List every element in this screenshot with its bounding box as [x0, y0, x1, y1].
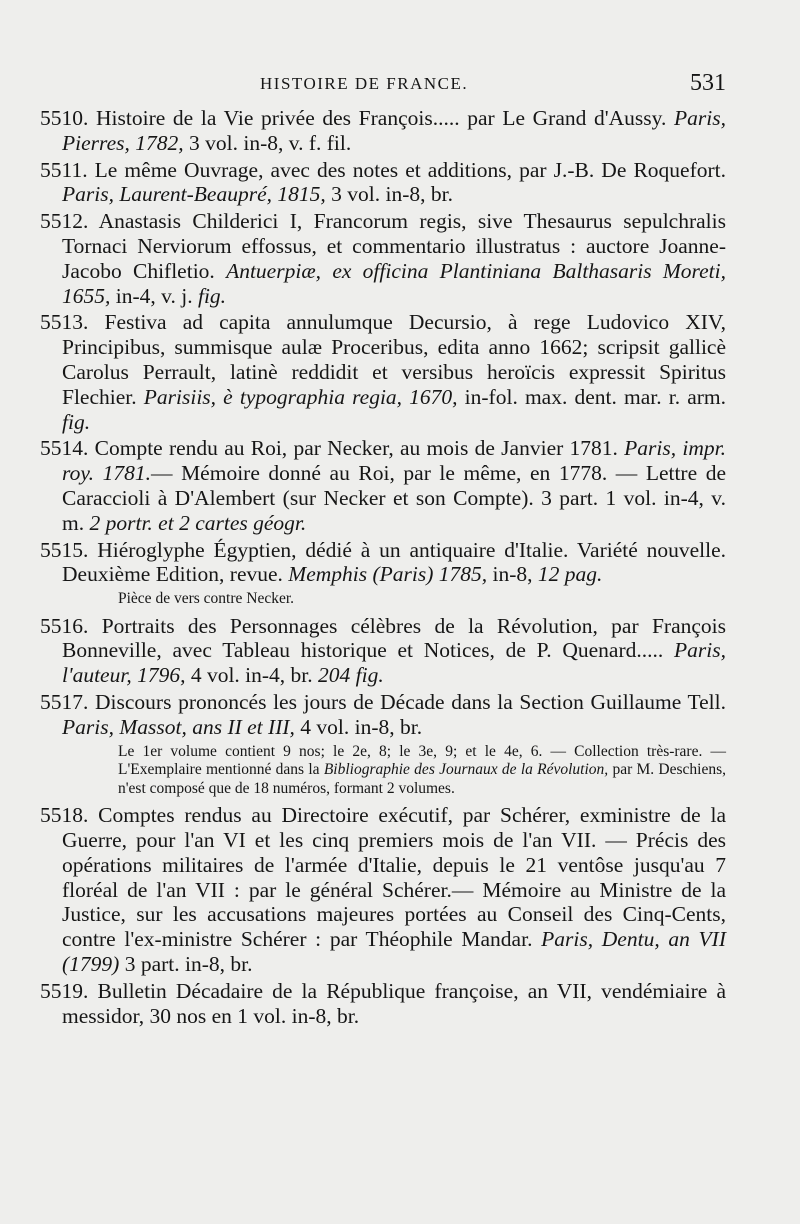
entry-illustrations: 2 portr. et 2 cartes géogr.: [89, 510, 307, 535]
entry-imprint: Antuerpiæ, ex officina Plantiniana Balthasaris Moreti, 1655,: [62, 258, 726, 308]
catalogue-entry-5510: [40, 106, 726, 156]
entry-text: Compte rendu au Roi, par Necker, au mois de Janvier 1781.: [94, 436, 625, 461]
note-text: Le 1er volume contient 9 nos; le 2e, 8; le 3e, 9; et le 4e, 6. — Collection très-rare. — L'Exemplaire mentionné dans la: [118, 742, 726, 779]
catalogue-entry-5511: [40, 157, 727, 208]
entry-number: 5512.: [40, 209, 89, 234]
entry-format: — Mémoire donné au Roi, par le même, en 1778. — Lettre de Caraccioli à D'Alembert (sur Necker et son Compte). 3 part. 1 vol. in-4, v. m.: [62, 461, 726, 535]
entry-number: 5515.: [40, 537, 89, 562]
running-head: [60, 70, 726, 104]
entry-illustrations: 12 pag.: [537, 562, 603, 587]
catalogue-entry-5518: [40, 803, 727, 977]
entry-number: 5517.: [40, 690, 89, 715]
entry-imprint: Paris, Massot, ans II et III,: [62, 714, 295, 739]
entry-number: 5511.: [40, 157, 88, 182]
entry-number: 5514.: [40, 436, 89, 461]
entry-note-5515: [62, 590, 726, 609]
running-title: HISTOIRE DE FRANCE.: [260, 74, 469, 93]
page-number: 531: [690, 70, 726, 96]
entry-format: 4 vol. in-8, br.: [294, 714, 423, 739]
note-text-end: par M. Deschiens, n'est composé que de 18 numéros, formant 2 volumes.: [118, 761, 727, 797]
entry-text: Le même Ouvrage, avec des notes et additions, par J.-B. De Roquefort.: [94, 157, 727, 182]
entry-imprint: Paris, l'auteur, 1796,: [62, 638, 726, 688]
catalogue-entry-5513: [40, 310, 727, 434]
entry-format: in-4, v. j.: [110, 283, 198, 308]
entry-text: Hiéroglyphe Égyptien, dédié à un antiquaire d'Italie. Variété nouvelle. Deuxième Edition, revue.: [62, 537, 726, 587]
note-cited-title: Bibliographie des Journaux de la Révolution,: [323, 761, 609, 779]
entry-imprint: Paris, Dentu, an VII (1799): [62, 927, 727, 976]
entry-text: Comptes rendus au Directoire exécutif, par Schérer, exministre de la Guerre, pour l'an VI et les cinq premiers mois de l'an VII. — Précis des opérations militaires de l'armée d'Italie, depuis le 21 ventôse jusqu'au 7 floréal de l'an VII : par le général Schérer.— Mémoire au Ministre de la Justice, sur les accusations majeures portées au Conseil des Cinq-Cents, contre l'ex-ministre Schérer : par Théophile Mandar.: [62, 803, 727, 952]
catalogue-entry-5516: [40, 613, 727, 688]
entry-format: 3 vol. in-8, v. f. fil.: [183, 130, 352, 155]
entry-format: 3 vol. in-8, br.: [325, 182, 453, 207]
entry-imprint: Memphis (Paris) 1785,: [288, 562, 488, 587]
entry-note-5517: [62, 743, 726, 799]
entry-format: in-fol. max. dent. mar. r. arm.: [457, 384, 727, 409]
entry-number: 5516.: [40, 613, 89, 638]
catalogue-entry-5515: [40, 537, 726, 588]
entry-imprint: Paris, impr. roy. 1781.: [62, 436, 727, 486]
entry-format: 4 vol. in-4, br.: [185, 663, 319, 688]
entry-illustrations: fig.: [62, 409, 91, 434]
catalogue-entry-5517: [40, 690, 727, 740]
entry-imprint: Parisiis, è typographia regia, 1670,: [143, 384, 458, 409]
entry-number: 5519.: [40, 978, 89, 1003]
entry-text: Bulletin Décadaire de la République françoise, an VII, vendémiaire à messidor, 30 nos en 1 vol. in-8, br.: [62, 978, 726, 1028]
entry-text: Discours prononcés les jours de Décade dans la Section Guillaume Tell.: [95, 690, 727, 715]
entry-number: 5518.: [40, 803, 89, 828]
entry-number: 5510.: [40, 106, 89, 130]
entry-format: 3 part. in-8, br.: [119, 951, 253, 976]
entry-number: 5513.: [40, 310, 89, 335]
entry-text: Festiva ad capita annulumque Decursio, à rege Ludovico XIV, Principibus, summisque aulæ Proceribus, edita anno 1662; scripsit gallicè Carolus Perrault, latinè reddidit et versibus heroïcis expressit Spiritus Flechier.: [62, 310, 727, 409]
entry-imprint: Paris, Pierres, 1782,: [62, 106, 726, 155]
catalogue-entry-5512: [40, 209, 726, 308]
note-text: Pièce de vers contre Necker.: [118, 590, 295, 608]
catalogue-entry-5519: [40, 978, 726, 1029]
entry-text: Anastasis Childerici I, Francorum regis, sive Thesaurus sepulchralis Tornaci Nerviorum effossus, et commentario illustratus : auctore Joanne-Jacobo Chifletio.: [62, 209, 726, 283]
entry-illustrations: 204 fig.: [318, 663, 384, 688]
catalogue-entries: [40, 106, 727, 1030]
entry-format: in-8,: [487, 562, 538, 587]
catalogue-entry-5514: [40, 436, 727, 535]
entry-text: Histoire de la Vie privée des François..... par Le Grand d'Aussy.: [96, 106, 675, 130]
entry-text: Portraits des Personnages célèbres de la Révolution, par François Bonneville, avec Tableau historique et Notices, de P. Quenard.....: [62, 613, 727, 663]
entry-illustrations: fig.: [197, 283, 227, 308]
entry-imprint: Paris, Laurent-Beaupré, 1815,: [62, 182, 326, 207]
